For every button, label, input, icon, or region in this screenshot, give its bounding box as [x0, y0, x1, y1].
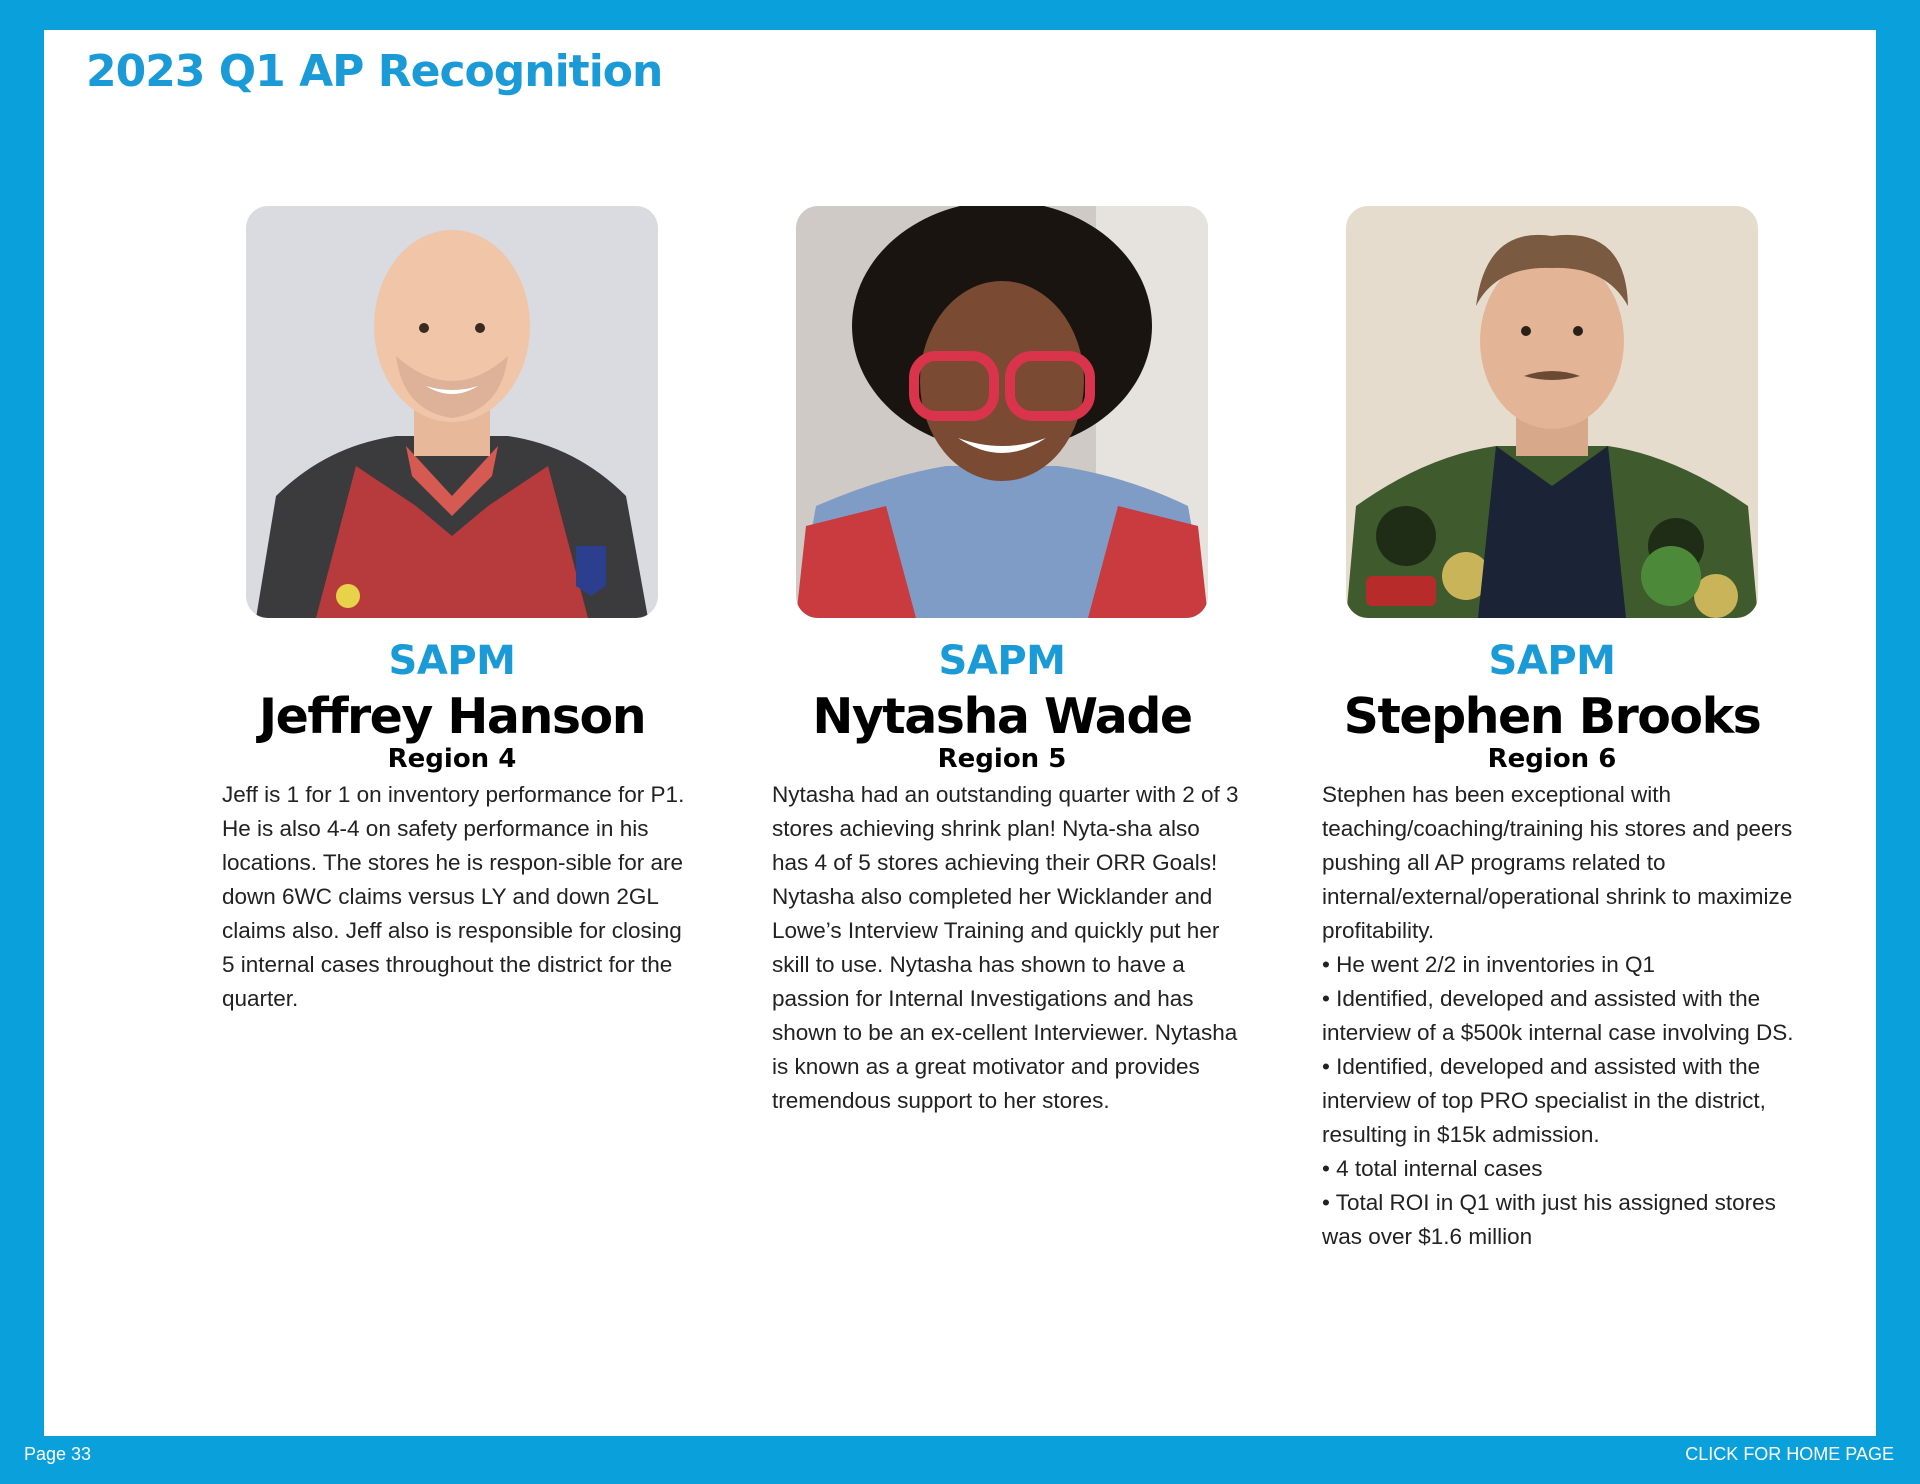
person-name: Stephen Brooks: [1343, 688, 1761, 745]
role-label: SAPM: [388, 638, 516, 684]
recognition-card-2: [724, 30, 1284, 1330]
bio-bullet: • Total ROI in Q1 with just his assigned stores was over $1.6 million: [1322, 1190, 1776, 1249]
home-page-link[interactable]: CLICK FOR HOME PAGE: [1685, 1444, 1894, 1464]
portrait-jeffrey-hanson: [246, 206, 658, 618]
bio-text: [772, 778, 1242, 1118]
page-content: [44, 30, 1876, 1436]
role-label: SAPM: [1488, 638, 1616, 684]
portrait-stephen-brooks: [1346, 206, 1758, 618]
region-label: Region 4: [387, 744, 517, 774]
role-label: SAPM: [938, 638, 1066, 684]
bio-paragraph: Nytasha had an outstanding quarter with 2 of 3 stores achieving shrink plan! Nyta-sha also has 4 of 5 stores achieving their ORR Goals! Nytasha also completed her Wicklander and Lowe’s Interview Training and quickly put her skill to use. Nytasha has shown to have a passion for Internal Investigations and has shown to be an ex-cellent Interviewer. Nytasha is known as a great motivator and provides tremendous support to her stores.: [772, 782, 1239, 1113]
portrait-nytasha-wade: [796, 206, 1208, 618]
portrait-photo: [1346, 206, 1758, 618]
portrait-photo: [246, 206, 658, 618]
recognition-card-1: [174, 30, 734, 1330]
bio-bullet: • He went 2/2 in inventories in Q1: [1322, 952, 1656, 977]
page-number: Page 33: [24, 1444, 92, 1464]
bio-bullet: • Identified, developed and assisted with the interview of a $500k internal case involving DS.: [1322, 986, 1794, 1045]
person-name: Nytasha Wade: [812, 688, 1192, 745]
bio-bullet: • Identified, developed and assisted with the interview of top PRO specialist in the district, resulting in $15k admission.: [1322, 1054, 1766, 1147]
region-label: Region 6: [1487, 744, 1617, 774]
person-name: Jeffrey Hanson: [258, 688, 646, 745]
bio-text: [222, 778, 692, 1016]
recognition-card-3: [1274, 30, 1834, 1330]
bio-bullet: • 4 total internal cases: [1322, 1156, 1543, 1181]
bio-paragraph: Jeff is 1 for 1 on inventory performance for P1. He is also 4-4 on safety performance in his locations. The stores he is respon-sible for are down 6WC claims versus LY and down 2GL claims also. Jeff also is responsible for closing 5 internal cases throughout the district for the quarter.: [222, 782, 685, 1011]
bio-paragraph: Stephen has been exceptional with teaching/coaching/training his stores and peers pushing all AP programs related to internal/external/operational shrink to maximize profitability.: [1322, 782, 1793, 943]
bio-text: [1322, 778, 1802, 1254]
page-title: 2023 Q1 AP Recognition: [86, 46, 663, 97]
region-label: Region 5: [937, 744, 1067, 774]
portrait-photo: [796, 206, 1208, 618]
